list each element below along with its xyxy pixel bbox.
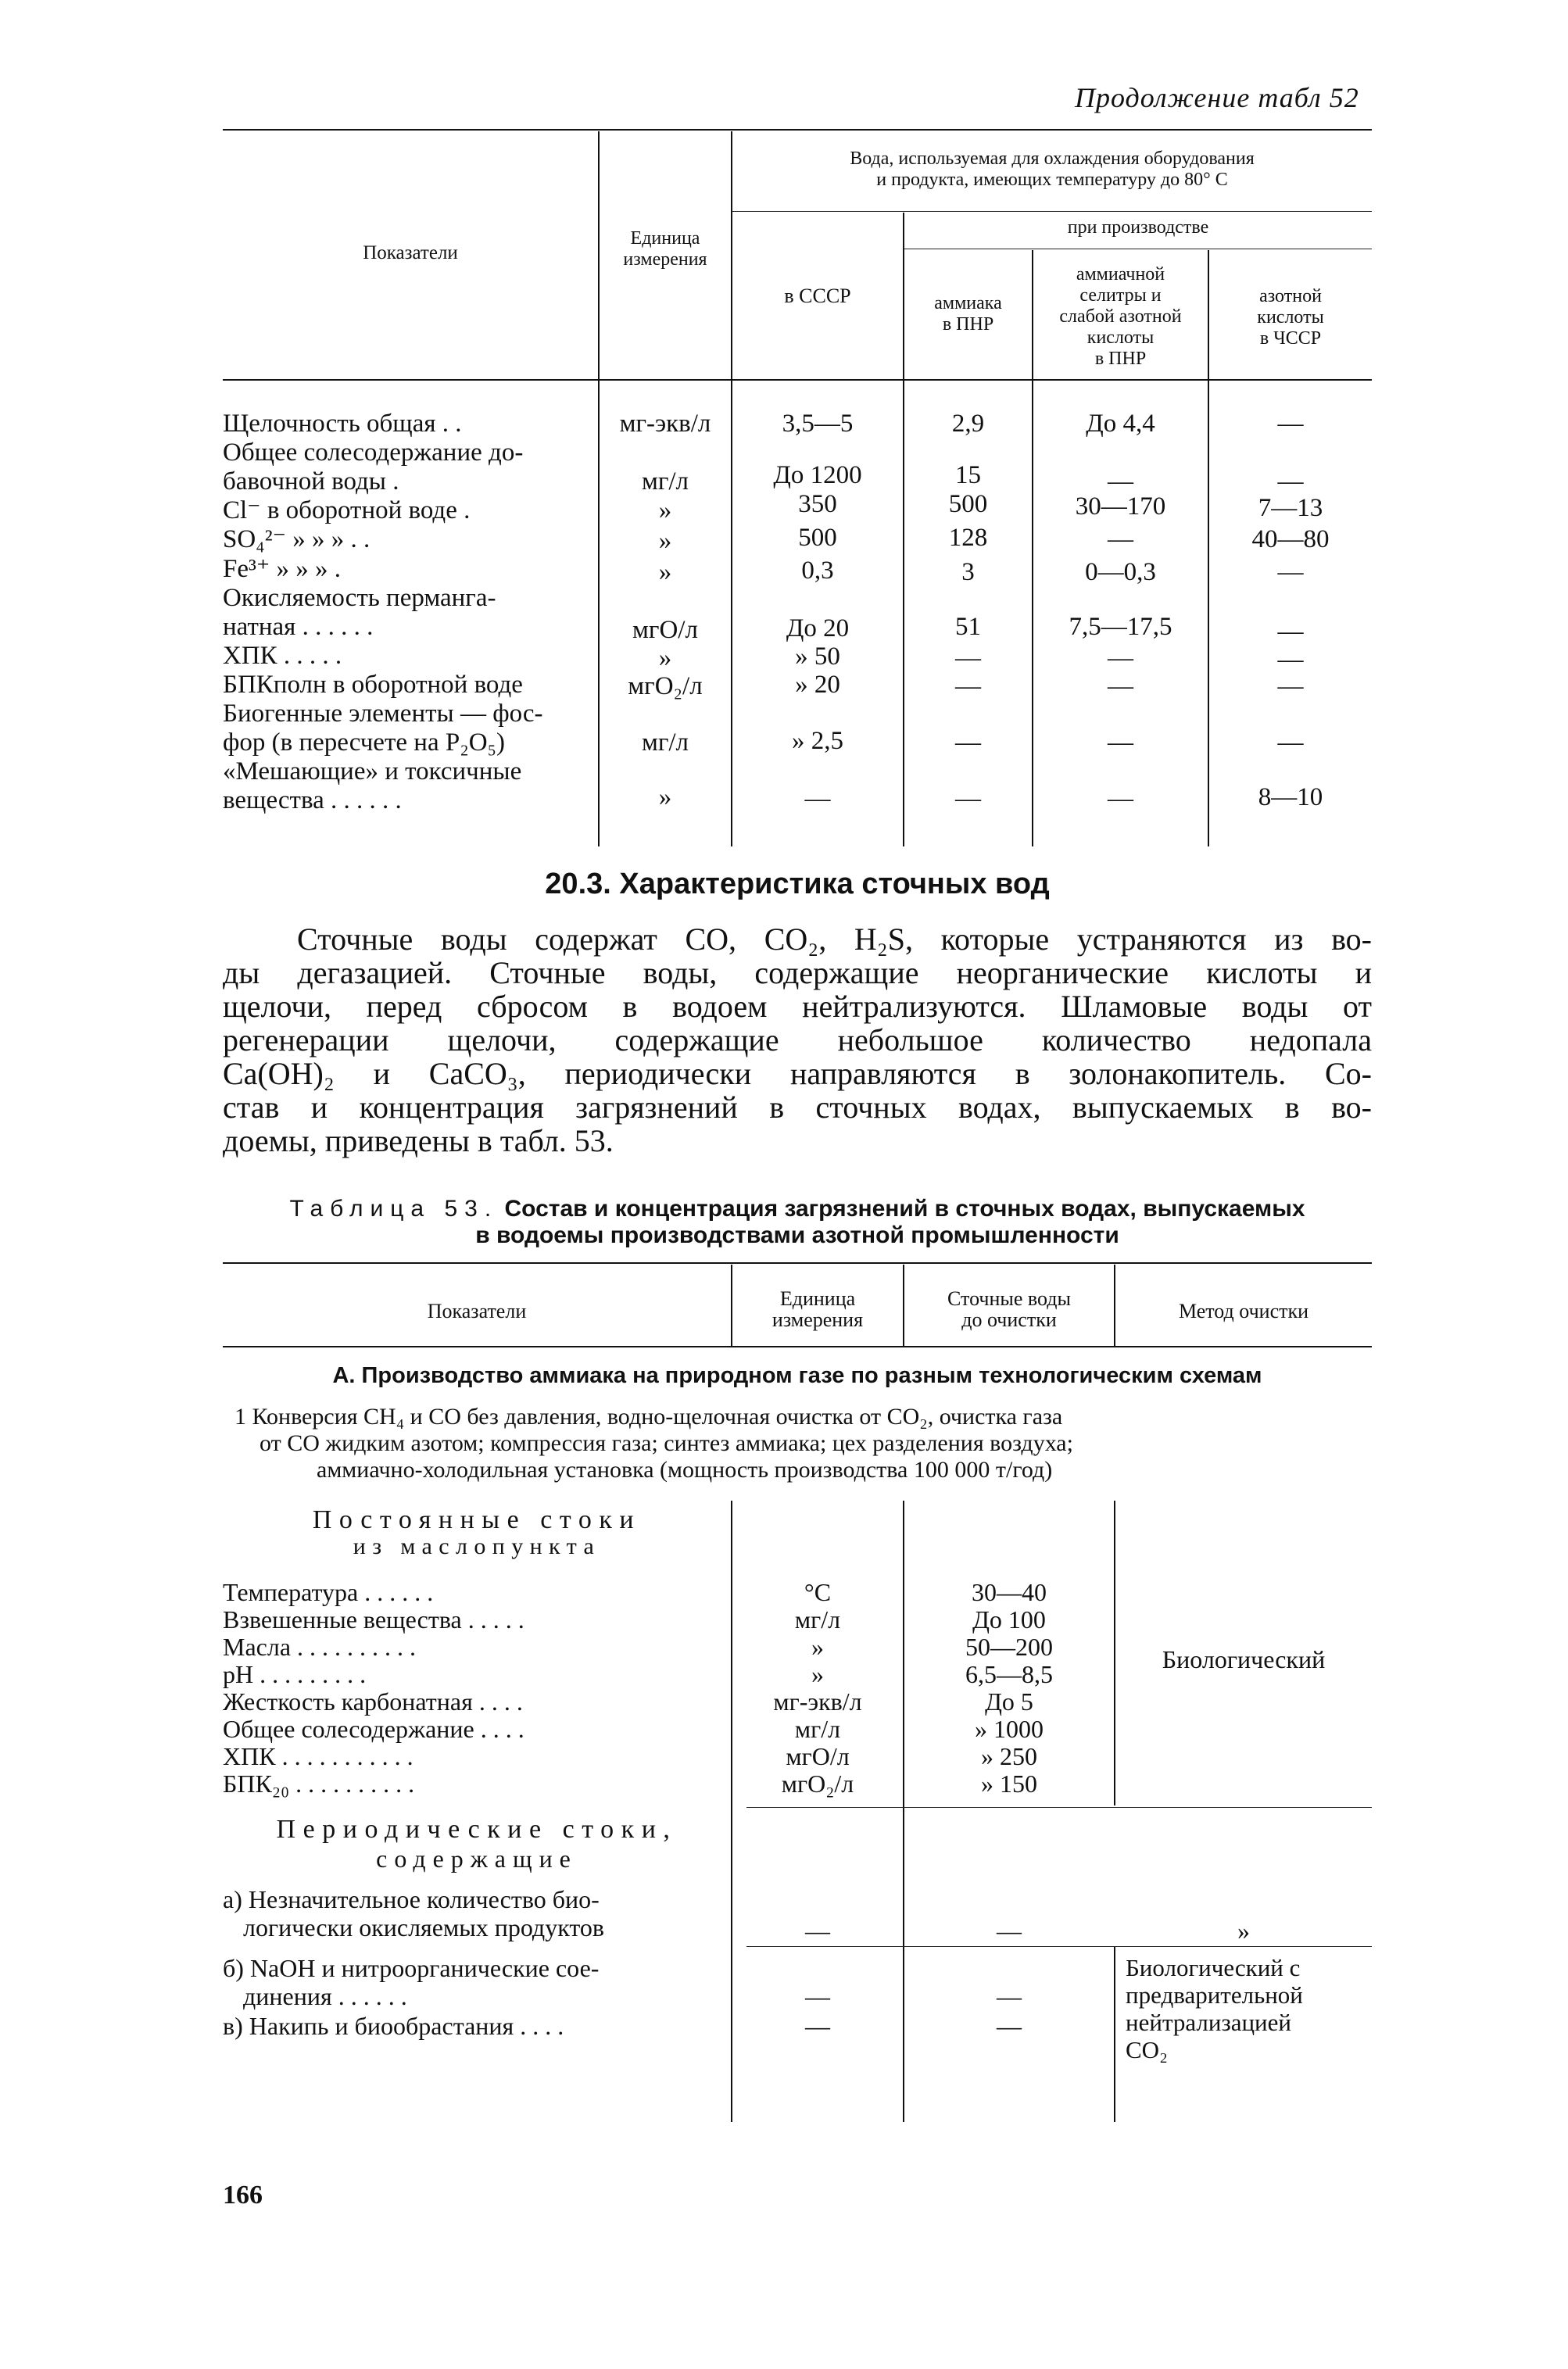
row-name-line: Щелочность общая . . — [223, 410, 462, 438]
const-row-value: » 150 — [981, 1770, 1037, 1798]
scheme-line: аммиачно-холодильная установка (мощность производства 100 000 т/год) — [317, 1457, 1053, 1483]
cell-ammonia: — — [955, 785, 981, 813]
cell-ussr: До 20 — [786, 614, 850, 642]
row-name-line: «Мешающие» и токсичные — [223, 757, 522, 785]
periodic-unit: — — [805, 1982, 830, 2010]
cell-nitrate: — — [1108, 785, 1133, 813]
periodic-method: » — [1237, 1916, 1250, 1945]
cell-nitrate: 7,5—17,5 — [1069, 613, 1172, 641]
cell-nitric: — — [1277, 672, 1304, 700]
t53-header-method: Метод очистки — [1178, 1300, 1309, 1322]
cell-unit: » — [658, 783, 672, 811]
row-name-line: фор (в пересчете на P₂O₅) — [223, 728, 506, 757]
cell-unit: » — [658, 558, 672, 586]
cell-unit: » — [658, 527, 672, 555]
const-row-name: Общее солесодержание . . . . — [223, 1715, 524, 1743]
periodic-unit: — — [805, 2012, 830, 2040]
periodic-line: динения . . . . . . — [243, 1982, 407, 2010]
row-name-line: вещества . . . . . . — [223, 786, 402, 814]
cell-ussr: — — [804, 785, 831, 813]
paragraph-line: став и концентрация загрязнений в сточных водах, выпускаемых в во- — [223, 1090, 1372, 1125]
cell-ussr: 350 — [798, 490, 837, 518]
paragraph-line: Сточные воды содержат CO, CO₂, H₂S, которые устраняются из во- — [297, 921, 1372, 957]
periodic-value: — — [997, 1916, 1022, 1945]
periodic-value: — — [997, 2012, 1022, 2040]
cell-nitrate: — — [1108, 467, 1133, 496]
scheme-line: 1 Конверсия CH₄ и CO без давления, водно-щелочная очистка от CO₂, очистка газа — [234, 1404, 1063, 1430]
periodic-line: в) Накипь и биообрастания . . . . — [223, 2012, 564, 2040]
const-row-name: Температура . . . . . . — [223, 1578, 434, 1606]
cell-nitric: — — [1277, 617, 1304, 646]
cell-unit: » — [658, 496, 672, 524]
caption-line-1: Состав и концентрация загрязнений в сточных водах, выпускаемых — [504, 1196, 1305, 1222]
cell-ussr: 3,5—5 — [782, 410, 854, 438]
header-production: при производстве — [1067, 217, 1209, 238]
cell-ammonia: 51 — [955, 613, 981, 641]
table-53-caption — [223, 1196, 1372, 1249]
periodic-line: а) Незначительное количество био- — [223, 1885, 600, 1913]
cell-ussr: До 1200 — [773, 461, 862, 489]
row-name-line: ХПК . . . . . — [223, 642, 342, 670]
caption-label: Таблица 53. — [289, 1196, 499, 1222]
row-name-line: Cl⁻ в оборотной воде . — [223, 496, 471, 524]
header-water: Вода, используемая для охлаждения оборудования и продукта, имеющих температуру до 80° C — [850, 149, 1255, 190]
periodic-unit: — — [805, 1916, 830, 1945]
cell-unit: мг/л — [641, 728, 689, 757]
const-row-unit: °C — [804, 1578, 832, 1606]
method-line: нейтрализацией — [1126, 2009, 1291, 2036]
cell-ussr: » 50 — [795, 642, 840, 671]
const-row-unit: » — [811, 1633, 824, 1661]
periodic-title-2: содержащие — [376, 1845, 578, 1873]
cell-ammonia: 3 — [961, 558, 975, 586]
cell-ammonia: 128 — [948, 524, 988, 552]
cell-nitrate: — — [1108, 644, 1133, 672]
const-row-unit: мг/л — [794, 1605, 841, 1634]
periodic-line: логически окисляемых продуктов — [243, 1913, 604, 1941]
cell-ussr: 0,3 — [801, 556, 834, 585]
cell-ammonia: 15 — [955, 461, 981, 489]
cell-nitrate: — — [1108, 525, 1133, 553]
t53-header-indicator: Показатели — [427, 1300, 527, 1322]
cell-unit: мг/л — [641, 467, 689, 496]
row-name-line: бавочной воды . — [223, 467, 399, 496]
paragraph-line: ды дегазацией. Сточные воды, содержащие неорганические кислоты и — [223, 955, 1372, 990]
caption-line-2: в водоемы производствами азотной промышленности — [475, 1222, 1119, 1248]
method-line: CO₂ — [1126, 2036, 1168, 2063]
paragraph-line: Ca(OH)₂ и CaCO₃, периодически направляются в золонакопитель. Со- — [223, 1056, 1372, 1091]
row-name-line: БПКполн в оборотной воде — [223, 671, 523, 699]
paragraph-line: щелочи, перед сбросом в водоем нейтрализуются. Шламовые воды от — [223, 989, 1372, 1024]
method-line: предварительной — [1126, 1981, 1303, 2009]
cell-ussr: » 2,5 — [792, 727, 843, 755]
method-line: Биологический с — [1126, 1954, 1301, 1981]
cell-unit: мгО₂/л — [628, 672, 703, 700]
cell-nitric: — — [1277, 646, 1304, 674]
cell-nitric: — — [1277, 410, 1304, 438]
row-name-line: SO₄²⁻ » » » . . — [223, 525, 371, 553]
const-row-unit: мгО/л — [786, 1742, 850, 1770]
const-row-value: 50—200 — [965, 1633, 1053, 1661]
header-nitric: азотной кислоты в ЧССР — [1257, 286, 1324, 349]
header-nitrate: аммиачной селитры и слабой азотной кислоты в ПНР — [1059, 264, 1182, 369]
const-row-value: » 1000 — [975, 1715, 1044, 1743]
cell-ammonia: — — [955, 672, 981, 700]
const-row-value: 6,5—8,5 — [965, 1660, 1053, 1688]
cell-ammonia: — — [955, 728, 981, 757]
t53-header-before: Сточные воды до очистки — [947, 1287, 1071, 1331]
const-method: Биологический — [1162, 1645, 1326, 1673]
running-header: Продолжение табл 52 — [1075, 82, 1359, 113]
header-ussr: в СССР — [784, 284, 851, 307]
cell-ussr: » 20 — [795, 671, 840, 699]
row-name-line: Окисляемость перманга- — [223, 584, 496, 612]
const-row-value: До 100 — [972, 1605, 1046, 1634]
cell-unit: мг-экв/л — [619, 410, 711, 438]
cell-nitric: 40—80 — [1251, 525, 1330, 553]
body-paragraph — [223, 922, 1372, 1158]
const-row-unit: » — [811, 1660, 824, 1688]
row-name-line: Общее солесодержание до- — [223, 438, 524, 467]
const-row-value: 30—40 — [972, 1578, 1047, 1606]
header-unit: Единица измерения — [623, 228, 707, 270]
header-indicator: Показатели — [363, 242, 458, 263]
cell-nitrate: — — [1108, 672, 1133, 700]
cell-nitric: 8—10 — [1258, 783, 1323, 811]
cell-ammonia: 2,9 — [951, 410, 985, 438]
section-title: 20.3. Характеристика сточных вод — [545, 868, 1050, 900]
cell-unit: » — [658, 644, 672, 672]
scheme-line: от CO жидким азотом; компрессия газа; синтез аммиака; цех разделения воздуха; — [260, 1430, 1073, 1456]
row-name-line: натная . . . . . . — [223, 613, 374, 641]
const-row-name: Жесткость карбонатная . . . . — [223, 1687, 523, 1716]
const-row-name: pH . . . . . . . . . — [223, 1660, 367, 1688]
cell-nitrate: До 4,4 — [1086, 410, 1155, 438]
cell-unit: мгО/л — [632, 616, 698, 644]
const-title-1: Постоянные стоки — [312, 1505, 642, 1534]
cell-ammonia: 500 — [948, 490, 988, 518]
cell-nitrate: — — [1108, 728, 1133, 757]
paragraph-line: доемы, приведены в табл. 53. — [223, 1123, 614, 1158]
cell-nitric: 7—13 — [1258, 494, 1323, 522]
cell-nitric: — — [1277, 728, 1304, 757]
page-number: 166 — [223, 2181, 263, 2210]
cell-nitrate: 0—0,3 — [1085, 558, 1156, 586]
periodic-line: б) NaOH и нитроорганические сое- — [223, 1954, 600, 1982]
method-bio-neutral — [1126, 1954, 1376, 2063]
paragraph-line: регенерации щелочи, содержащие небольшое количество недопала — [223, 1022, 1372, 1057]
const-row-name: Взвешенные вещества . . . . . — [223, 1605, 524, 1634]
cell-nitrate: 30—170 — [1075, 492, 1166, 521]
const-row-value: До 5 — [985, 1687, 1033, 1716]
const-row-name: БПК₂₀ . . . . . . . . . . — [223, 1770, 415, 1798]
row-name-line: Биогенные элементы — фос- — [223, 700, 543, 728]
scheme-1-description — [234, 1404, 1372, 1483]
const-row-name: Масла . . . . . . . . . . — [223, 1633, 417, 1661]
const-title-2: из маслопункта — [353, 1533, 601, 1559]
periodic-title-1: Периодические стоки, — [276, 1815, 678, 1844]
const-row-unit: мг/л — [794, 1715, 841, 1743]
cell-ussr: 500 — [798, 524, 837, 552]
cell-nitric: — — [1277, 558, 1304, 586]
const-row-value: » 250 — [981, 1742, 1037, 1770]
section-a-title: А. Производство аммиака на природном газе по разным технологическим схемам — [332, 1363, 1262, 1388]
const-row-unit: мг-экв/л — [773, 1687, 862, 1716]
const-row-name: ХПК . . . . . . . . . . . — [223, 1742, 413, 1770]
cell-ammonia: — — [955, 644, 981, 672]
row-name-line: Fe³⁺ » » » . — [223, 555, 342, 583]
t53-header-unit: Единица измерения — [771, 1287, 864, 1331]
cell-nitric: — — [1277, 467, 1304, 496]
periodic-value: — — [997, 1982, 1022, 2010]
const-row-unit: мгО₂/л — [781, 1770, 854, 1798]
header-ammonia: аммиака в ПНР — [934, 293, 1002, 335]
